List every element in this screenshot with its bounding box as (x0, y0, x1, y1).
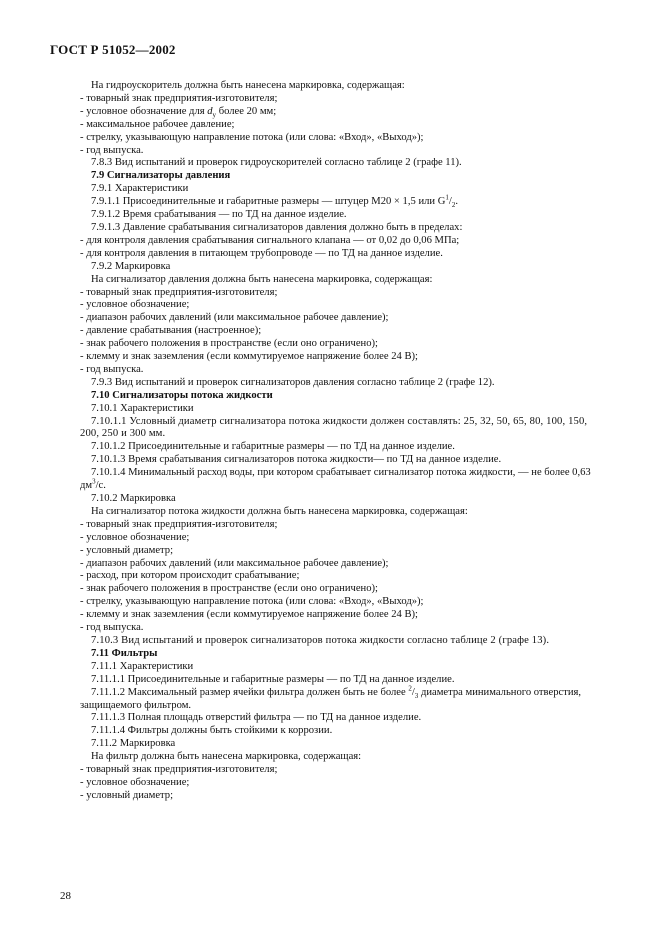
paragraph: 7.9.1.2 Время срабатывания — по ТД на данное изделие. (91, 209, 347, 221)
list-item: - товарный знак предприятия-изготовителя; (80, 764, 600, 777)
list-item: - стрелку, указывающую направление потока (или слова: «Вход», «Выход»); (80, 132, 600, 145)
paragraph: 7.9.1.1 Присоединительные и габаритные размеры — штуцер М20 × 1,5 или $G^1/_2$. (91, 193, 458, 210)
paragraph: 7.10.1.1 Условный диаметр сигнализатора потока жидкости должен составлять: 25, 32, 50, 65, 80, 100, 150, 200, 250 и 300 мм. (80, 415, 588, 440)
list-item: - товарный знак предприятия-изготовителя; (80, 287, 600, 300)
subsection-heading: 7.11.1 Характеристики (91, 660, 194, 672)
list-item: - знак рабочего положения в пространстве (если оно ограничено); (80, 338, 600, 351)
list-item: - диапазон рабочих давлений (или максимальное рабочее давление); (80, 312, 600, 325)
list-item: - давление срабатывания (настроенное); (80, 325, 600, 338)
paragraph: 7.9.3 Вид испытаний и проверок сигнализаторов давления согласно таблице 2 (графе 12). (91, 376, 495, 388)
list-item: - для контроля давления срабатывания сигнального клапана — от 0,02 до 0,06 МПа; (80, 235, 600, 248)
list-item: - условный диаметр; (80, 790, 600, 803)
paragraph: 7.11.1.3 Полная площадь отверстий фильтра — по ТД на данное изделие. (91, 712, 422, 724)
list-item: - знак рабочего положения в пространстве (если оно ограничено); (80, 583, 600, 596)
list-item: - год выпуска. (80, 145, 600, 158)
section-heading: 7.11 Фильтры (91, 647, 158, 659)
paragraph: 7.10.1.4 Минимальный расход воды, при котором срабатывает сигнализатор потока жидкости, — не более 0,63 $дм^3/с$. (80, 467, 591, 492)
list-item: - условный диаметр; (80, 545, 600, 558)
paragraph: 7.11.1.4 Фильтры должны быть стойкими к коррозии. (91, 725, 333, 737)
subsection-heading: 7.9.2 Маркировка (91, 260, 171, 272)
paragraph: 7.11.1.2 Максимальный размер ячейки фильтра должен быть не более $^2/_3$ диаметра минимального отверстия, защищаемого фильтром. (80, 684, 582, 711)
paragraph: 7.11.1.1 Присоединительные и габаритные размеры — по ТД на данное изделие. (91, 673, 455, 685)
paragraph: На гидроускоритель должна быть нанесена маркировка, содержащая: (91, 80, 405, 91)
subsection-heading: 7.11.2 Маркировка (91, 738, 176, 750)
list-item: - расход, при котором происходит срабатывание; (80, 570, 600, 583)
list-item: - год выпуска. (80, 364, 600, 377)
list-item: - клемму и знак заземления (если коммутируемое напряжение более 24 В); (80, 609, 600, 622)
list-item: - клемму и знак заземления (если коммутируемое напряжение более 24 В); (80, 351, 600, 364)
section-heading: 7.9 Сигнализаторы давления (91, 170, 231, 182)
section-heading: 7.10 Сигнализаторы потока жидкости (91, 389, 273, 401)
paragraph: 7.9.1.3 Давление срабатывания сигнализаторов давления должно быть в пределах: (91, 221, 463, 233)
paragraph: 7.10.3 Вид испытаний и проверок сигнализаторов потока жидкости согласно таблице 2 (графе 13). (91, 634, 550, 646)
list-item: - товарный знак предприятия-изготовителя; (80, 93, 600, 106)
list-item: - диапазон рабочих давлений (или максимальное рабочее давление); (80, 558, 600, 571)
subsection-heading: 7.10.1 Характеристики (91, 402, 194, 414)
list-item: - для контроля давления в питающем трубопроводе — по ТД на данное изделие. (80, 248, 600, 261)
list-item: - максимальное рабочее давление; (80, 119, 600, 132)
paragraph: 7.10.1.2 Присоединительные и габаритные размеры — по ТД на данное изделие. (91, 441, 455, 453)
paragraph: 7.10.1.3 Время срабатывания сигнализаторов потока жидкости— по ТД на данное изделие. (91, 454, 502, 466)
list-item: - условное обозначение; (80, 299, 600, 312)
paragraph: На фильтр должна быть нанесена маркировка, содержащая: (91, 751, 362, 763)
page-number: 28 (60, 890, 71, 902)
list-item: - условное обозначение; (80, 532, 600, 545)
list-item: - условное обозначение; (80, 777, 600, 790)
subsection-heading: 7.9.1 Характеристики (91, 183, 189, 195)
list-item: - стрелку, указывающую направление потока (или слова: «Вход», «Выход»); (80, 596, 600, 609)
document-header: ГОСТ Р 51052—2002 (50, 42, 176, 57)
paragraph: На сигнализатор давления должна быть нанесена маркировка, содержащая: (91, 273, 433, 285)
list-item: - год выпуска. (80, 622, 600, 635)
subsection-heading: 7.10.2 Маркировка (91, 493, 176, 504)
list-item: - товарный знак предприятия-изготовителя; (80, 519, 600, 532)
paragraph: На сигнализатор потока жидкости должна быть нанесена маркировка, содержащая: (91, 505, 468, 517)
paragraph: 7.8.3 Вид испытаний и проверок гидроускорителей согласно таблице 2 (графе 11). (91, 157, 462, 169)
list-item: - условное обозначение для $d_у$ более 20 мм; (80, 106, 600, 119)
document-body (80, 80, 600, 803)
